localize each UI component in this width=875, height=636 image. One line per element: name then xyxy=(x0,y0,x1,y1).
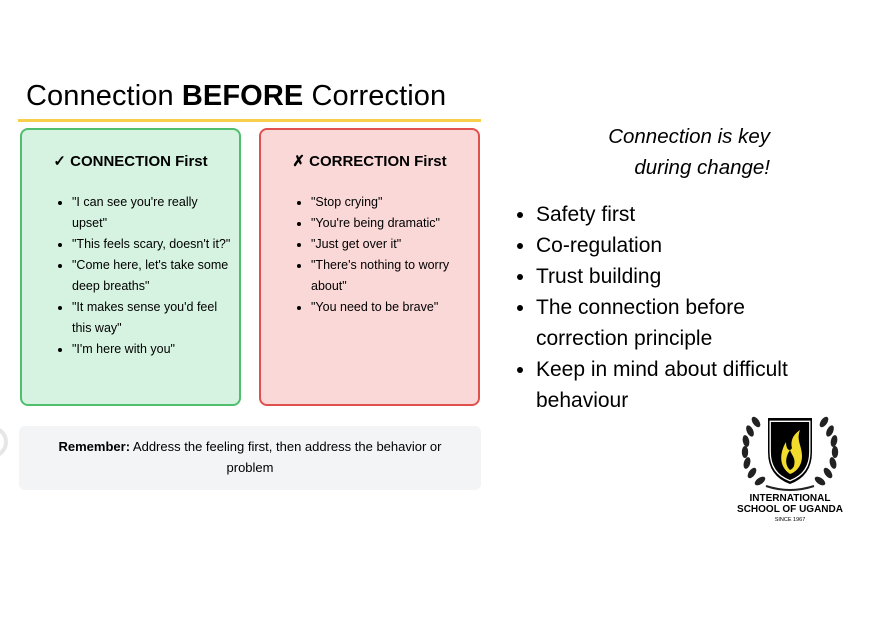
list-item: • The connection before correction principle xyxy=(536,292,826,354)
logo-line2: SCHOOL OF UGANDA xyxy=(737,504,843,515)
side-heading-line1: Connection is key xyxy=(608,125,770,148)
list-item: • "Just get over it" xyxy=(311,234,470,255)
list-item: • "You need to be brave" xyxy=(311,297,470,318)
list-item: • "This feels scary, doesn't it?" xyxy=(72,234,231,255)
title-part1: Connection xyxy=(26,80,182,112)
logo-line1: INTERNATIONAL xyxy=(749,493,831,504)
list-item: • "I'm here with you" xyxy=(72,339,231,360)
list-item: • Keep in mind about difficult behaviour xyxy=(536,354,826,416)
title-bold: BEFORE xyxy=(181,80,304,112)
correction-first-card xyxy=(259,128,480,406)
list-item: • "I can see you're really upset" xyxy=(72,192,231,234)
correction-phrase-list xyxy=(271,192,470,318)
list-item: • "You're being dramatic" xyxy=(311,213,470,234)
school-logo xyxy=(730,398,850,526)
list-item: • "It makes sense you'd feel this way" xyxy=(72,297,231,339)
side-heading xyxy=(560,121,770,183)
slide-title xyxy=(26,80,446,113)
connection-first-card xyxy=(20,128,241,406)
logo-line3: SINCE 1967 xyxy=(774,517,806,523)
list-item: • Co-regulation xyxy=(536,230,826,261)
decorative-arc-icon xyxy=(0,424,8,460)
list-item: • "There's nothing to worry about" xyxy=(311,255,470,297)
laurel-wreath-flame-shield-icon xyxy=(742,415,839,490)
side-heading-line2: during change! xyxy=(634,156,770,179)
correction-card-heading: ✗ CORRECTION First xyxy=(292,153,447,170)
remember-box xyxy=(19,426,481,490)
list-item: • "Stop crying" xyxy=(311,192,470,213)
key-points-list xyxy=(498,199,826,416)
list-item: • Safety first xyxy=(536,199,826,230)
title-part2: Correction xyxy=(303,80,447,112)
connection-card-heading: ✓ CONNECTION First xyxy=(53,153,208,170)
title-underline xyxy=(18,119,481,122)
connection-phrase-list xyxy=(32,192,231,360)
list-item: • "Come here, let's take some deep breaths" xyxy=(72,255,231,297)
remember-label: Remember: xyxy=(58,439,131,454)
list-item: • Trust building xyxy=(536,261,826,292)
remember-text: Address the feeling first, then address the behavior or problem xyxy=(130,439,442,475)
